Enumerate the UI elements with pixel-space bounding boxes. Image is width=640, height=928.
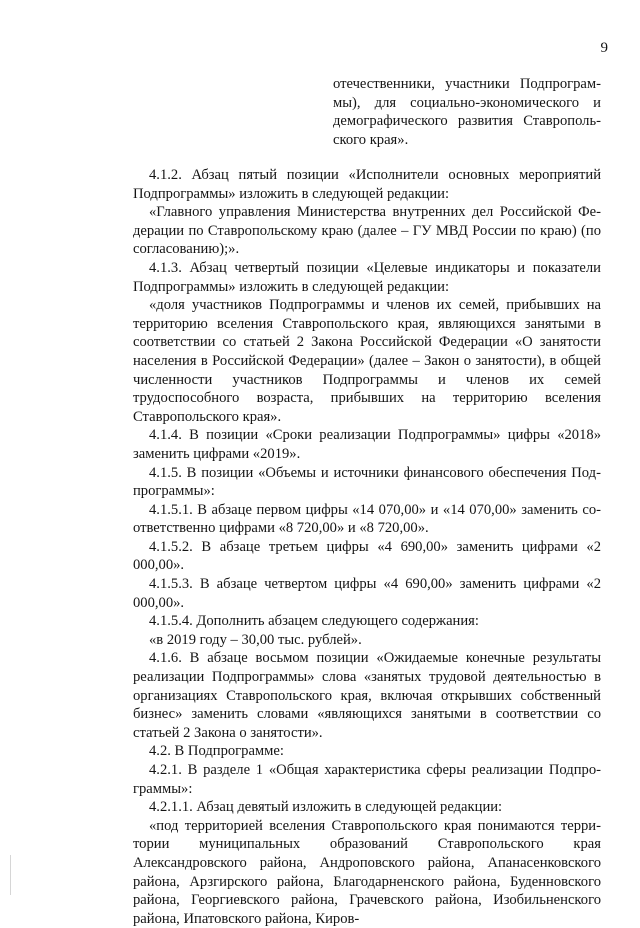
paragraph: 4.2. В Подпрограмме: — [149, 743, 284, 760]
paragraph: 4.1.5.3. В абзаце четвертом цифры «4 690,00» заменить цифрами «2 000,00». — [133, 576, 601, 611]
page-number: 9 — [600, 40, 608, 56]
document-body — [133, 166, 601, 928]
paragraph: 4.1.2. Абзац пятый позиции «Исполнители основных мероприятий Подпрограммы» изложить в следующей редакции: — [133, 167, 601, 202]
paragraph: «в 2019 году – 30,00 тыс. рублей». — [149, 631, 362, 648]
paragraph: 4.1.3. Абзац четвертый позиции «Целевые индикаторы и показатели Подпрограммы» изложить в следующей редакции: — [133, 259, 601, 295]
paragraph: «Главного управления Министерства внутренних дел Российской Федерации по Ставропольскому краю (далее – ГУ МВД России по краю) (по согласованию);». — [133, 204, 601, 258]
paragraph: 4.1.5.1. В абзаце первом цифры «14 070,00» и «14 070,00» заменить соответственно цифрами «8 720,00» и «8 720,00». — [133, 501, 601, 537]
paragraph: 4.1.5. В позиции «Объемы и источники финансового обеспечения Подпрограммы»: — [133, 464, 601, 500]
paragraph: «под территорией вселения Ставропольского края понимаются территории муниципальных образований Ставропольского края Александровского района, Андроповского района, Апанасенковского района, Арзгирского района, Благодарненского района, Буденновского района, Георгиевского района, Грачевского района, Изобильненского района, Ипатовского района, Киров- — [133, 817, 601, 927]
paragraph: 4.1.5.2. В абзаце третьем цифры «4 690,00» заменить цифрами «2 000,00». — [133, 538, 601, 574]
paragraph: 4.1.6. В абзаце восьмом позиции «Ожидаемые конечные результаты реализации Подпрограммы» слова «занятых трудовой деятельностью в организациях Ставропольского края, включая открывших собственный бизнес» заменить словами «являющихся занятыми в соответствии со статьей 2 Закона о занятости». — [133, 650, 601, 741]
paragraph: 4.1.5.4. Дополнить абзацем следующего содержания: — [149, 613, 479, 630]
scan-margin-line — [10, 855, 11, 895]
continuation-text: отечественники, участники Подпрограммы), для социально-экономического и демографического развития Ставропольского края». — [333, 76, 601, 148]
paragraph: «доля участников Подпрограммы и членов их семей, прибывших на территорию вселения Ставропольского края, являющихся занятыми в соответствии со статьей 2 Закона Российской Федерации «О занятости населения в Российской Федерации» (далее – Закон о занятости), в общей численности участников Подпрограммы и членов их семей трудоспособного возраста, прибывших на территорию вселения Ставропольского края». — [133, 297, 601, 425]
paragraph: 4.2.1.1. Абзац девятый изложить в следующей редакции: — [149, 799, 503, 816]
paragraph: 4.2.1. В разделе 1 «Общая характеристика сферы реализации Подпрограммы»: — [133, 762, 601, 797]
paragraph: 4.1.4. В позиции «Сроки реализации Подпрограммы» цифры «2018» заменить цифрами «2019». — [133, 427, 601, 462]
